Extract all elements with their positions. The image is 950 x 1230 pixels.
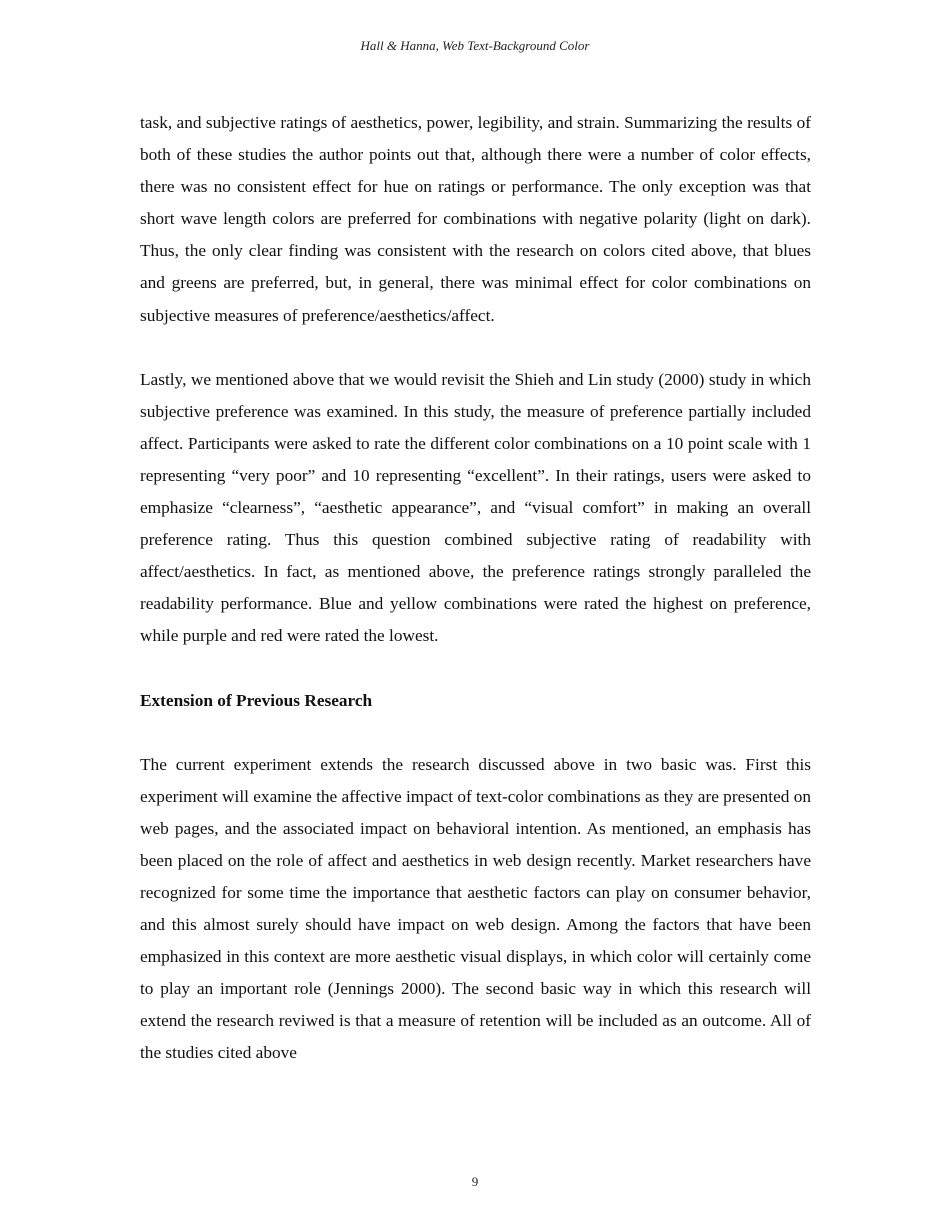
running-header: Hall & Hanna, Web Text-Background Color [360,38,590,53]
paragraph-3: The current experiment extends the research discussed above in two basic was. First this experiment will examine the affective impact of text-color combinations as they are presented on web pages, and the associated impact on behavioral intention. As mentioned, an emphasis has been placed on the role of affect and aesthetics in web design recently. Market researchers have recognized for some time the importance that aesthetic factors can play on consumer behavior, and this almost surely should have impact on web design. Among the factors that have been emphasized in this context are more aesthetic visual displays, in which color will certainly come to play an important role (Jennings 2000). The second basic way in which this research will extend the research reviwed is that a measure of retention will be included as an outcome. All of the studies cited above [140,754,811,1063]
section-heading: Extension of Previous Research [140,690,373,710]
page-body [140,107,811,1070]
page-number: 9 [471,1174,479,1189]
paragraph-1: task, and subjective ratings of aesthetics, power, legibility, and strain. Summarizing the results of both of these studies the author points out that, although there were a number of color effects, there was no consistent effect for hue on ratings or performance. The only exception was that short wave length colors are preferred for combinations with negative polarity (light on dark). Thus, the only clear finding was consistent with the research on colors cited above, that blues and greens are preferred, but, in general, there was minimal effect for color combinations on subjective measures of preference/aesthetics/affect. [140,113,811,325]
paragraph-2: Lastly, we mentioned above that we would revisit the Shieh and Lin study (2000) study in which subjective preference was examined. In this study, the measure of preference partially included affect. Participants were asked to rate the different color combinations on a 10 point scale with 1 representing “very poor” and 10 representing “excellent”. In their ratings, users were asked to emphasize “clearness”, “aesthetic appearance”, and “visual comfort” in making an overall preference rating. Thus this question combined subjective rating of readability with affect/aesthetics. In fact, as mentioned above, the preference ratings strongly paralleled the readability performance. Blue and yellow combinations were rated the highest on preference, while purple and red were rated the lowest. [140,369,811,646]
